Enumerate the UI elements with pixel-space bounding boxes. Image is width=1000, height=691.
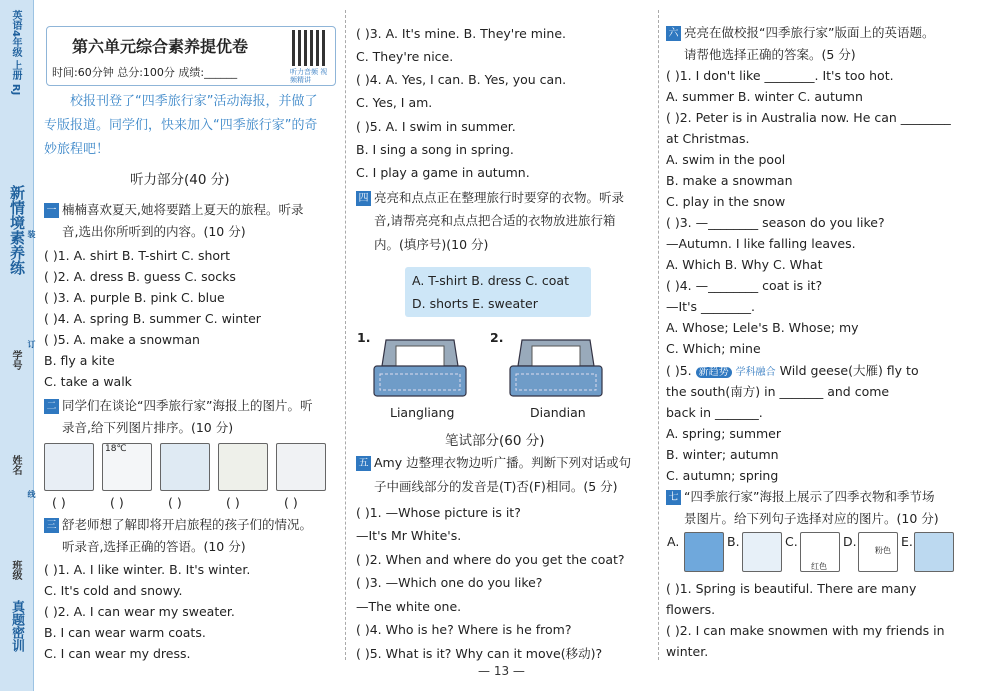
options-line: D. shorts E. sweater — [412, 296, 538, 311]
section-7-title — [666, 486, 934, 508]
question-item[interactable]: ( )1. A. I like winter. B. It's winter. — [44, 562, 251, 577]
question-item[interactable]: ( )5. A. I swim in summer. — [356, 119, 516, 134]
question-item[interactable]: ( )4. —________ coat is it? — [666, 278, 823, 293]
temperature-label: 18℃ — [105, 444, 127, 454]
intro-line: 专版报道。同学们，快来加入“四季旅行家”的奇 — [44, 118, 318, 133]
autumn-trees-image — [218, 443, 268, 491]
section-title-text: 楠楠喜欢夏天,她将要踏上夏天的旅程。听录 — [62, 202, 304, 217]
dialog-line: —The white one. — [356, 599, 462, 614]
question-item[interactable]: ( )2. When and where do you get the coat? — [356, 552, 625, 567]
question-item[interactable]: ( )1. —Whose picture is it? — [356, 505, 521, 520]
snowman-image — [742, 532, 782, 572]
option-line: C. They're nice. — [356, 49, 454, 64]
suitcase-number: 2. — [490, 330, 504, 345]
brand-label-2: 真题密训 — [9, 600, 24, 652]
section-title-text: 内。(填序号)(10 分) — [374, 237, 489, 252]
intro-line: 妙旅程吧！ — [44, 142, 110, 157]
answer-bracket[interactable]: ( ) — [52, 495, 66, 510]
section-title-text: 音,选出你所听到的内容。(10 分) — [62, 224, 246, 239]
section-number: 一 — [44, 203, 59, 218]
side-strip — [0, 0, 34, 691]
question-text: Wild geese(大雁) fly to — [779, 363, 919, 378]
grade-label: 英语4年级 上册 RJ — [10, 10, 21, 96]
section-title-text: 舒老师想了解即将开启旅程的孩子们的情况。 — [62, 517, 313, 532]
column-divider — [658, 10, 659, 660]
section-5-title — [356, 452, 631, 474]
question-item[interactable]: ( )3. A. purple B. pink C. blue — [44, 290, 225, 305]
coat-image — [800, 532, 840, 572]
pool-image — [684, 532, 724, 572]
option-line: A. spring; summer — [666, 426, 781, 441]
bind-mark-1: 装 — [27, 230, 36, 238]
question-text: at Christmas. — [666, 131, 750, 146]
section-4-title — [356, 187, 624, 209]
trend-badge: 新趋势 — [696, 367, 732, 378]
section-title-text: 录音,给下列图片排序。(10 分) — [62, 420, 234, 435]
qr-label: 听力音频 视频精讲 — [290, 68, 328, 84]
section-number: 七 — [666, 490, 681, 505]
answer-bracket[interactable]: ( ) — [110, 495, 124, 510]
section-title-text: 听录音,选择正确的答语。(10 分) — [62, 539, 246, 554]
question-item[interactable]: ( )5. A. make a snowman — [44, 332, 200, 347]
color-label: 红色 — [811, 562, 827, 571]
section-number: 二 — [44, 399, 59, 414]
option-line: C. play in the snow — [666, 194, 786, 209]
dress-image — [858, 532, 898, 572]
suitcase-icon[interactable] — [508, 334, 604, 402]
section-title-text: 景图片。给下列句子选择对应的图片。(10 分) — [684, 511, 939, 526]
option-line: C. take a walk — [44, 374, 132, 389]
image-letter: E. — [901, 534, 913, 549]
option-line: C. Yes, I am. — [356, 95, 433, 110]
pool-scene-image — [160, 443, 210, 491]
exam-meta: 时间:60分钟 总分:100分 成绩:______ — [52, 66, 238, 79]
image-letter: C. — [785, 534, 798, 549]
question-item[interactable]: ( )2. A. I can wear my sweater. — [44, 604, 235, 619]
option-line: A. Whose; Lele's B. Whose; my — [666, 320, 859, 335]
section-title-text: 同学们在谈论“四季旅行家”海报上的图片。听 — [62, 398, 313, 413]
option-line: B. I can wear warm coats. — [44, 625, 206, 640]
section-title-text: 亮亮在做校报“四季旅行家”版面上的英语题。 — [684, 25, 935, 40]
question-text: the south(南方) in _______ and come — [666, 384, 890, 399]
option-line: B. winter; autumn — [666, 447, 779, 462]
flowers-image — [914, 532, 954, 572]
section-title-text: Amy 边整理衣物边听广播。判断下列对话或句 — [374, 455, 632, 470]
section-title-text: 亮亮和点点正在整理旅行时要穿的衣物。听录 — [374, 190, 625, 205]
children-playing-image — [276, 443, 326, 491]
option-line: B. make a snowman — [666, 173, 793, 188]
answer-bracket[interactable]: ( ) — [284, 495, 298, 510]
answer-bracket[interactable]: ( ) — [226, 495, 240, 510]
field-name: 姓名 — [10, 455, 21, 475]
suitcase-icon[interactable] — [372, 334, 468, 402]
option-line: C. Which; mine — [666, 341, 761, 356]
suitcase-owner-label: Diandian — [530, 405, 586, 420]
option-line: A. swim in the pool — [666, 152, 786, 167]
question-item[interactable]: ( )1. Spring is beautiful. There are many — [666, 581, 917, 596]
answer-bracket[interactable]: ( ) — [168, 495, 182, 510]
question-item[interactable]: ( )4. Who is he? Where is he from? — [356, 622, 572, 637]
page-title: 第六单元综合素养提优卷 — [72, 37, 249, 56]
dialog-line: —Autumn. I like falling leaves. — [666, 236, 856, 251]
option-line: C. It's cold and snowy. — [44, 583, 183, 598]
question-text: back in _______. — [666, 405, 763, 420]
option-line: C. autumn; spring — [666, 468, 779, 483]
option-line: B. I sing a song in spring. — [356, 142, 514, 157]
page-number: — 13 — — [478, 664, 525, 678]
section-number: 五 — [356, 456, 371, 471]
section-1-title — [44, 199, 303, 221]
section-title-text: “四季旅行家”海报上展示了四季衣物和季节场 — [684, 489, 935, 504]
question-item[interactable]: ( )3. —Which one do you like? — [356, 575, 543, 590]
image-letter: A. — [667, 534, 680, 549]
section-3-title — [44, 514, 312, 536]
dialog-line: —It's ________. — [666, 299, 755, 314]
suitcase-owner-label: Liangliang — [390, 405, 455, 420]
question-item[interactable]: ( )4. A. Yes, I can. B. Yes, you can. — [356, 72, 567, 87]
question-item[interactable]: ( )1. A. shirt B. T-shirt C. short — [44, 248, 231, 263]
bind-mark-2: 订 — [27, 340, 36, 348]
option-line: A. Which B. Why C. What — [666, 257, 823, 272]
writing-title: 笔试部分(60 分) — [445, 433, 545, 449]
question-item[interactable]: ( )4. A. spring B. summer C. winter — [44, 311, 261, 326]
options-line: A. T-shirt B. dress C. coat — [412, 273, 569, 288]
option-line: C. I can wear my dress. — [44, 646, 191, 661]
section-title-text: 请帮他选择正确的答案。(5 分) — [684, 47, 856, 62]
intro-line: 校报刊登了“四季旅行家”活动海报，并做了 — [70, 94, 318, 109]
brand-label: 新情境素养练 — [8, 185, 26, 275]
question-item[interactable]: ( )2. A. dress B. guess C. socks — [44, 269, 236, 284]
option-line: B. fly a kite — [44, 353, 115, 368]
column-divider — [345, 10, 346, 660]
option-line: A. summer B. winter C. autumn — [666, 89, 863, 104]
bind-mark-3: 线 — [27, 490, 36, 498]
image-letter: B. — [727, 534, 740, 549]
image-letter: D. — [843, 534, 857, 549]
field-class: 班级 — [10, 560, 21, 580]
swallows-scene-image — [102, 443, 152, 491]
suitcase-number: 1. — [357, 330, 371, 345]
section-number: 六 — [666, 26, 681, 41]
section-number: 四 — [356, 191, 371, 206]
color-label: 粉色 — [875, 546, 891, 555]
question-item[interactable]: ( )5. What is it? Why can it move(移动)? — [356, 646, 603, 661]
option-line: C. I play a game in autumn. — [356, 165, 530, 180]
question-item[interactable]: ( )2. Peter is in Australia now. He can ________ — [666, 110, 951, 125]
question-item[interactable]: ( )1. I don't like ________. It's too hot. — [666, 68, 894, 83]
snow-scene-image — [44, 443, 94, 491]
question-item[interactable]: ( )3. —________ season do you like? — [666, 215, 885, 230]
question-number: ( )5. — [666, 363, 692, 378]
field-student-id: 学号 — [10, 350, 21, 370]
question-text: winter. — [666, 644, 709, 659]
section-title-text: 子中画线部分的发音是(T)否(F)相同。(5 分) — [374, 479, 618, 494]
qr-code-icon[interactable] — [292, 30, 328, 66]
section-2-title — [44, 395, 312, 417]
subject-badge: 学科融合 — [735, 367, 776, 378]
question-text: flowers. — [666, 602, 716, 617]
question-item[interactable]: ( )2. I can make snowmen with my friends in — [666, 623, 945, 638]
section-number: 三 — [44, 518, 59, 533]
dialog-line: —It's Mr White's. — [356, 528, 462, 543]
section-title-text: 音,请帮亮亮和点点把合适的衣物放进旅行箱 — [374, 213, 616, 228]
section-6-title — [666, 22, 934, 44]
question-item[interactable]: ( )3. A. It's mine. B. They're mine. — [356, 26, 566, 41]
listening-title: 听力部分(40 分) — [130, 172, 230, 188]
question-item[interactable] — [666, 362, 919, 382]
